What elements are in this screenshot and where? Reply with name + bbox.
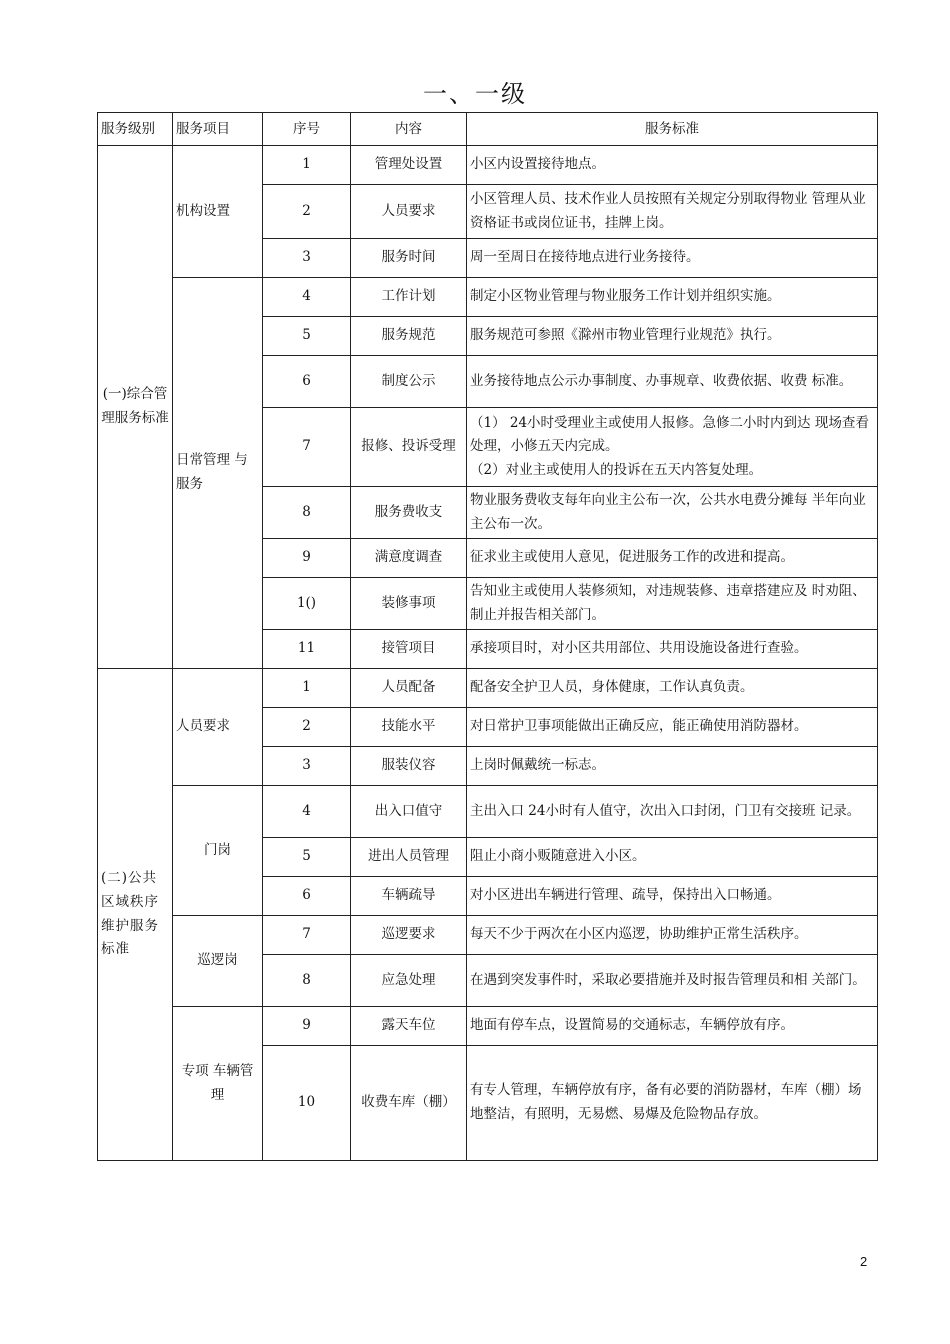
table-header-row (98, 113, 878, 146)
row-no: 2 (263, 185, 351, 239)
table-row (98, 146, 878, 185)
row-content: 进出人员管理 (351, 838, 467, 877)
row-content: 装修事项 (351, 578, 467, 630)
row-standard: 对小区进出车辆进行管理、疏导，保持出入口畅通。 (467, 877, 878, 916)
row-no: 8 (263, 955, 351, 1007)
row-content: 人员要求 (351, 185, 467, 239)
row-no: 6 (263, 356, 351, 408)
page-number: 2 (860, 1254, 868, 1269)
service-item-cell: 巡逻岗 (173, 916, 263, 1007)
row-standard-line: （2）对业主或使用人的投诉在五天内答复处理。 (470, 461, 763, 478)
row-no: 1() (263, 578, 351, 630)
header-content: 内容 (351, 113, 467, 146)
header-item: 服务项目 (173, 113, 263, 146)
row-no: 9 (263, 539, 351, 578)
row-content: 服务规范 (351, 317, 467, 356)
row-no: 1 (263, 146, 351, 185)
row-standard: 在遇到突发事件时，采取必要措施并及时报告管理员和相 关部门。 (467, 955, 878, 1007)
row-standard: 业务接待地点公示办事制度、办事规章、收费依据、收费 标准。 (467, 356, 878, 408)
row-standard: 主出入口 24小时有人值守，次出入口封闭，门卫有交接班 记录。 (467, 786, 878, 838)
service-item-cell: 门岗 (173, 786, 263, 916)
row-no: 8 (263, 487, 351, 539)
row-standard: 征求业主或使用人意见，促进服务工作的改进和提高。 (467, 539, 878, 578)
row-no: 9 (263, 1007, 351, 1046)
service-item-cell: 日常管理 与服务 (173, 278, 263, 669)
row-no: 6 (263, 877, 351, 916)
row-standard: 服务规范可参照《滁州市物业管理行业规范》执行。 (467, 317, 878, 356)
row-content: 服装仪容 (351, 747, 467, 786)
row-content: 满意度调查 (351, 539, 467, 578)
service-level-cell: (二)公共区域秩序维护服务标准 (98, 669, 173, 1161)
table-row (98, 916, 878, 955)
row-standard: 小区管理人员、技术作业人员按照有关规定分别取得物业 管理从业资格证书或岗位证书，挂牌上岗。 (467, 185, 878, 239)
row-standard: 告知业主或使用人装修须知，对违规装修、违章搭建应及 时劝阻、制止并报告相关部门。 (467, 578, 878, 630)
page-title: 一、一级 (423, 80, 527, 108)
row-content: 巡逻要求 (351, 916, 467, 955)
row-no: 7 (263, 916, 351, 955)
service-standard-table (97, 112, 878, 1161)
row-content: 接管项目 (351, 630, 467, 669)
service-item-cell: 专项 车辆管理 (173, 1007, 263, 1161)
service-item-cell: 机构设置 (173, 146, 263, 278)
table-row (98, 786, 878, 838)
row-content: 露天车位 (351, 1007, 467, 1046)
row-content: 技能水平 (351, 708, 467, 747)
row-standard: 物业服务费收支每年向业主公布一次，公共水电费分摊每 半年向业主公布一次。 (467, 487, 878, 539)
row-no: 2 (263, 708, 351, 747)
row-standard: 配备安全护卫人员，身体健康，工作认真负责。 (467, 669, 878, 708)
row-standard: 阻止小商小贩随意进入小区。 (467, 838, 878, 877)
row-content: 工作计划 (351, 278, 467, 317)
header-standard: 服务标准 (467, 113, 878, 146)
header-level: 服务级别 (98, 113, 173, 146)
row-no: 5 (263, 317, 351, 356)
table-row (98, 669, 878, 708)
row-no: 7 (263, 408, 351, 487)
row-no: 3 (263, 747, 351, 786)
row-standard: 对日常护卫事项能做出正确反应，能正确使用消防器材。 (467, 708, 878, 747)
row-content: 制度公示 (351, 356, 467, 408)
row-content: 服务时间 (351, 239, 467, 278)
row-standard (467, 408, 878, 487)
row-content: 车辆疏导 (351, 877, 467, 916)
row-standard: 每天不少于两次在小区内巡逻，协助维护正常生活秩序。 (467, 916, 878, 955)
row-no: 4 (263, 786, 351, 838)
row-content: 报修、投诉受理 (351, 408, 467, 487)
row-no: 11 (263, 630, 351, 669)
row-content: 管理处设置 (351, 146, 467, 185)
row-no: 1 (263, 669, 351, 708)
row-content: 人员配备 (351, 669, 467, 708)
row-standard: 地面有停车点，设置简易的交通标志，车辆停放有序。 (467, 1007, 878, 1046)
row-standard: 周一至周日在接待地点进行业务接待。 (467, 239, 878, 278)
row-standard-line: （1） 24小时受理业主或使用人报修。急修二小时内到达 现场查看处理，小修五天内完成。 (470, 414, 869, 455)
service-item-cell: 人员要求 (173, 669, 263, 786)
row-no: 10 (263, 1046, 351, 1161)
row-no: 3 (263, 239, 351, 278)
row-standard: 制定小区物业管理与物业服务工作计划并组织实施。 (467, 278, 878, 317)
row-standard: 上岗时佩戴统一标志。 (467, 747, 878, 786)
row-standard: 小区内设置接待地点。 (467, 146, 878, 185)
row-content: 服务费收支 (351, 487, 467, 539)
row-standard: 有专人管理，车辆停放有序，备有必要的消防器材，车库（棚）场地整洁，有照明，无易燃、易爆及危险物品存放。 (467, 1046, 878, 1161)
row-content: 应急处理 (351, 955, 467, 1007)
table-row (98, 1007, 878, 1046)
row-standard: 承接项目时，对小区共用部位、共用设施设备进行查验。 (467, 630, 878, 669)
row-content: 出入口值守 (351, 786, 467, 838)
service-level-cell: (一)综合管理服务标准 (98, 146, 173, 669)
row-no: 5 (263, 838, 351, 877)
row-no: 4 (263, 278, 351, 317)
header-no: 序号 (263, 113, 351, 146)
table-row (98, 278, 878, 317)
row-content: 收费车库（棚） (351, 1046, 467, 1161)
